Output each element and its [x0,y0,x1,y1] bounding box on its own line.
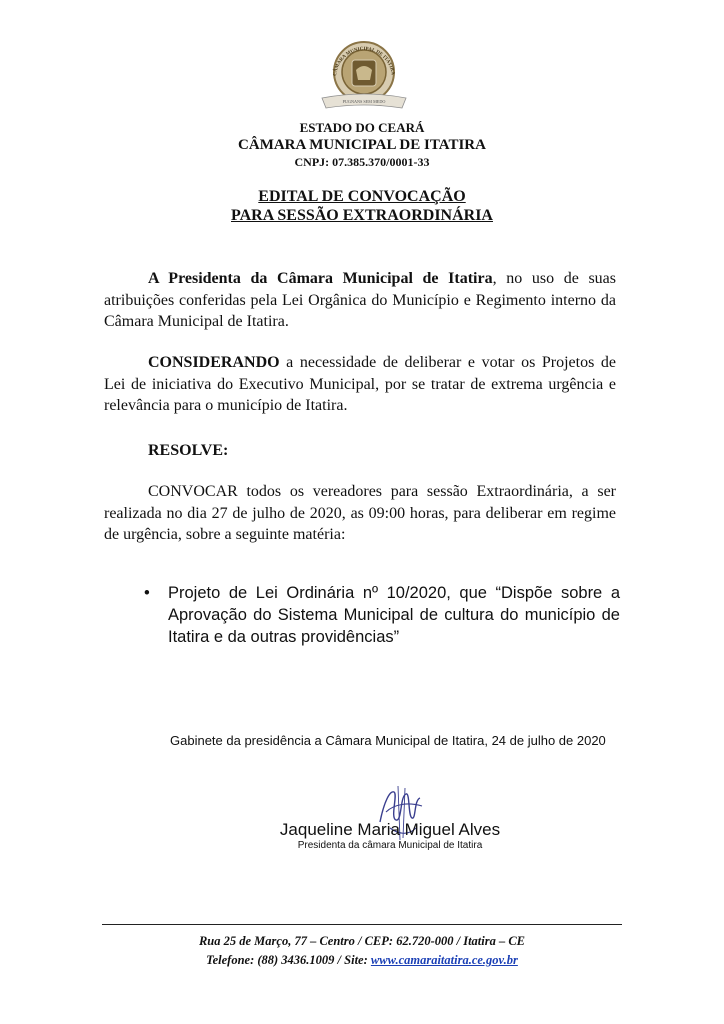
paragraph-convocation [104,481,616,546]
authority-bold: A Presidenta da Câmara Municipal de Itatira [148,270,493,287]
bullet-text: Projeto de Lei Ordinária nº 10/2020, que “Dispõe sobre a Aprovação do Sistema Municipal de cultura do município de Itatira e da outras providências” [168,584,620,646]
footer-phone: Telefone: (88) 3436.1009 / Site: [206,953,371,967]
chamber-seal-logo [314,32,414,118]
state-heading: ESTADO DO CEARÁ [299,120,425,135]
authority-text: , no uso de suas atribuições conferidas pela Lei Orgânica do Município e Regimento interno da Câmara Municipal de Itatira. [104,270,616,330]
place-date: Gabinete da presidência a Câmara Municipal de Itatira, 24 de julho de 2020 [170,733,606,748]
document-title-line2: PARA SESSÃO EXTRAORDINÁRIA [231,207,493,224]
chamber-heading: CÂMARA MUNICIPAL DE ITATIRA [238,137,486,153]
considering-bold: CONSIDERANDO [148,354,280,371]
bullet-icon: • [144,584,150,602]
considering-text: a necessidade de deliberar e votar os Projetos de Lei de iniciativa do Executivo Municipal, por se tratar de extrema urgência e relevância para o município de Itatira. [104,354,616,414]
paragraph-authority [104,268,616,333]
paragraph-considering [104,352,616,417]
footer-contact [0,953,724,968]
svg-text:CÂMARA MUNICIPAL DE ITATIRA: CÂMARA MUNICIPAL DE ITATIRA [333,46,395,77]
svg-text:PUGNANS SEM MEDO: PUGNANS SEM MEDO [342,99,386,104]
resolve-heading: RESOLVE: [148,442,229,459]
cnpj-heading: CNPJ: 07.385.370/0001-33 [294,155,430,169]
footer-divider [102,924,622,925]
document-title-line1: EDITAL DE CONVOCAÇÃO [258,188,466,205]
footer-site-link[interactable]: www.camaraitatira.ce.gov.br [370,953,518,967]
signer-role: Presidenta da câmara Municipal de Itatira [297,840,483,851]
convocation-text: CONVOCAR todos os vereadores para sessão Extraordinária, a ser realizada no dia 27 de julho de 2020, as 09:00 horas, para deliberar em regime de urgência, sobre a seguinte matéria: [104,483,616,543]
signer-name: Jaqueline Maria Miguel Alves [279,820,501,839]
footer-address: Rua 25 de Março, 77 – Centro / CEP: 62.720-000 / Itatira – CE [198,934,526,948]
